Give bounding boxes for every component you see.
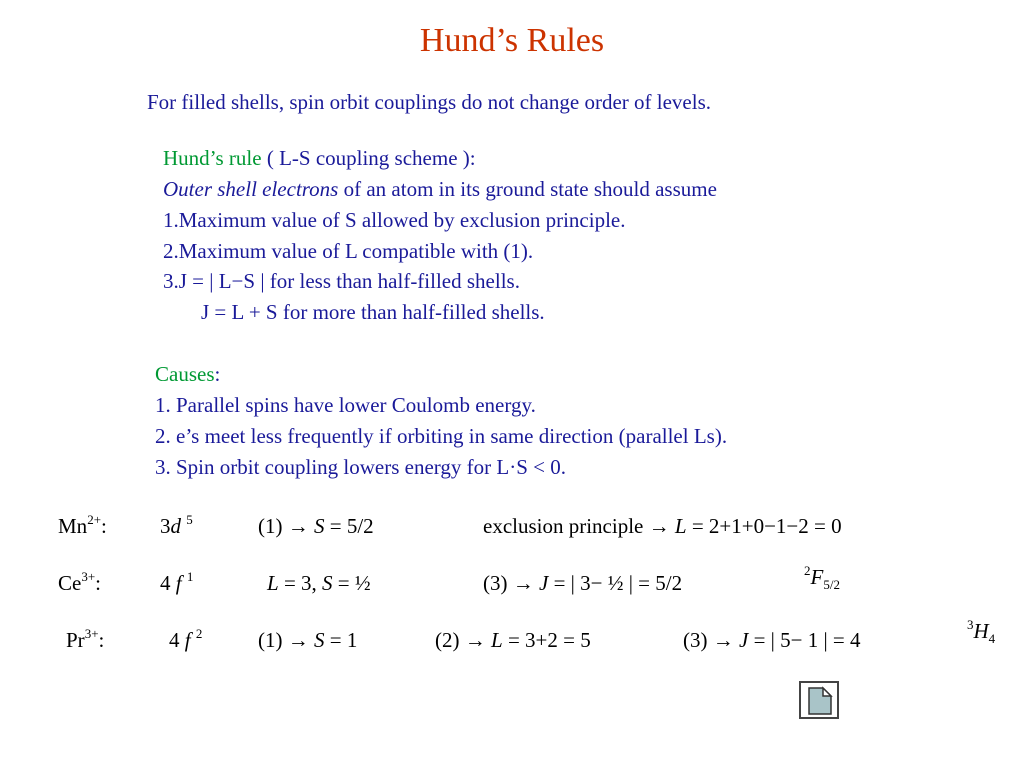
pr-step2-var: L — [491, 628, 503, 652]
document-icon-glyph — [805, 686, 835, 716]
ce-step3-val: = | 3− ½ | = 5/2 — [548, 571, 683, 595]
rule-item-1: 1.Maximum value of S allowed by exclusion principle. — [163, 208, 626, 232]
pr-term-j: 4 — [988, 631, 996, 646]
pr-ion-colon: : — [98, 628, 105, 652]
ce-term-symbol — [804, 565, 840, 590]
mn-ion-charge: 2+ — [87, 512, 102, 527]
ce-term-letter: F — [810, 565, 824, 589]
pr-config-n: 4 — [169, 628, 180, 652]
pr-step3-val: = | 5− 1 | = 4 — [748, 628, 861, 652]
pr-term-symbol — [967, 619, 995, 644]
pr-step2-val: = 3+2 = 5 — [502, 628, 591, 652]
mn-step1 — [258, 514, 374, 539]
pr-config-e: 2 — [195, 626, 203, 641]
ce-config-l: f — [175, 571, 182, 595]
ce-l-val: = 3, — [278, 571, 323, 595]
mn-ion-colon: : — [101, 514, 107, 538]
pr-ion-charge: 3+ — [84, 626, 99, 641]
pr-config-l: f — [184, 628, 191, 652]
ce-step3 — [483, 571, 682, 596]
ce-step3-var: J — [539, 571, 549, 595]
pr-config — [169, 628, 202, 653]
ce-ion-symbol: Ce — [58, 571, 82, 595]
pr-ion-symbol: Pr — [66, 628, 85, 652]
mn-config-l: d — [170, 514, 181, 538]
rule-item-3b: J = L + S for more than half-filled shells. — [201, 300, 545, 324]
document-icon[interactable] — [799, 681, 839, 719]
intro-text: For filled shells, spin orbit couplings do not change order of levels. — [147, 90, 711, 114]
rule-line1 — [163, 177, 717, 202]
rule-line1-rest: of an atom in its ground state should assume — [338, 177, 717, 201]
rule-heading-rest: ( L-S coupling scheme ): — [261, 146, 476, 170]
mn-step2-var: L — [674, 514, 687, 538]
pr-step2 — [435, 628, 591, 653]
pr-step1 — [258, 628, 357, 653]
mn-step1-val: = 5/2 — [324, 514, 374, 538]
ce-ion-charge: 3+ — [81, 569, 96, 584]
pr-step2-label: (2) → — [435, 628, 491, 652]
mn-step2-val: = 2+1+0−1−2 = 0 — [686, 514, 842, 538]
ce-term-mult: 2 — [804, 563, 811, 578]
rule-line1-italic: Outer shell electrons — [163, 177, 339, 201]
rule-heading — [163, 146, 476, 171]
mn-step1-var: S — [314, 514, 325, 538]
causes-heading-colon: : — [214, 362, 221, 386]
pr-step3-var: J — [739, 628, 749, 652]
ce-config — [160, 571, 193, 596]
ce-step3-label: (3) → — [483, 571, 539, 595]
pr-term-mult: 3 — [967, 617, 974, 632]
causes-heading-label: Causes — [155, 362, 215, 386]
pr-step1-label: (1) → — [258, 628, 314, 652]
mn-step1-label: (1) → — [258, 514, 314, 538]
pr-ion — [66, 628, 104, 653]
ce-term-j: 5/2 — [823, 577, 840, 592]
page-title: Hund’s Rules — [419, 22, 605, 59]
mn-step2 — [483, 514, 842, 539]
rule-item-2: 2.Maximum value of L compatible with (1). — [163, 239, 534, 263]
ce-s-var: S — [322, 571, 333, 595]
mn-config-e: 5 — [186, 512, 193, 527]
ce-l-var: L — [267, 571, 279, 595]
causes-heading — [155, 362, 220, 387]
rule-item-3a: 3.J = | L−S | for less than half-filled shells. — [163, 269, 520, 293]
ce-ls — [267, 571, 371, 596]
pr-term-letter: H — [973, 619, 989, 643]
cause-item-1: 1. Parallel spins have lower Coulomb energy. — [155, 393, 536, 417]
mn-ion — [58, 514, 107, 539]
rule-heading-green: Hund’s rule — [163, 146, 262, 170]
ce-config-e: 1 — [186, 569, 194, 584]
cause-item-2: 2. e’s meet less frequently if orbiting in same direction (parallel Ls). — [155, 424, 728, 448]
mn-config-n: 3 — [160, 514, 171, 538]
mn-ion-symbol: Mn — [58, 514, 88, 538]
pr-step3 — [683, 628, 861, 653]
mn-config — [160, 514, 193, 539]
pr-step3-label: (3) → — [683, 628, 739, 652]
ce-s-val: = ½ — [332, 571, 371, 595]
cause-item-3: 3. Spin orbit coupling lowers energy for L·S < 0. — [155, 455, 566, 479]
mn-step2-label: exclusion principle → — [483, 514, 675, 538]
pr-step1-val: = 1 — [324, 628, 358, 652]
ce-ion-colon: : — [95, 571, 102, 595]
pr-step1-var: S — [314, 628, 325, 652]
ce-config-n: 4 — [160, 571, 171, 595]
ce-ion — [58, 571, 101, 596]
